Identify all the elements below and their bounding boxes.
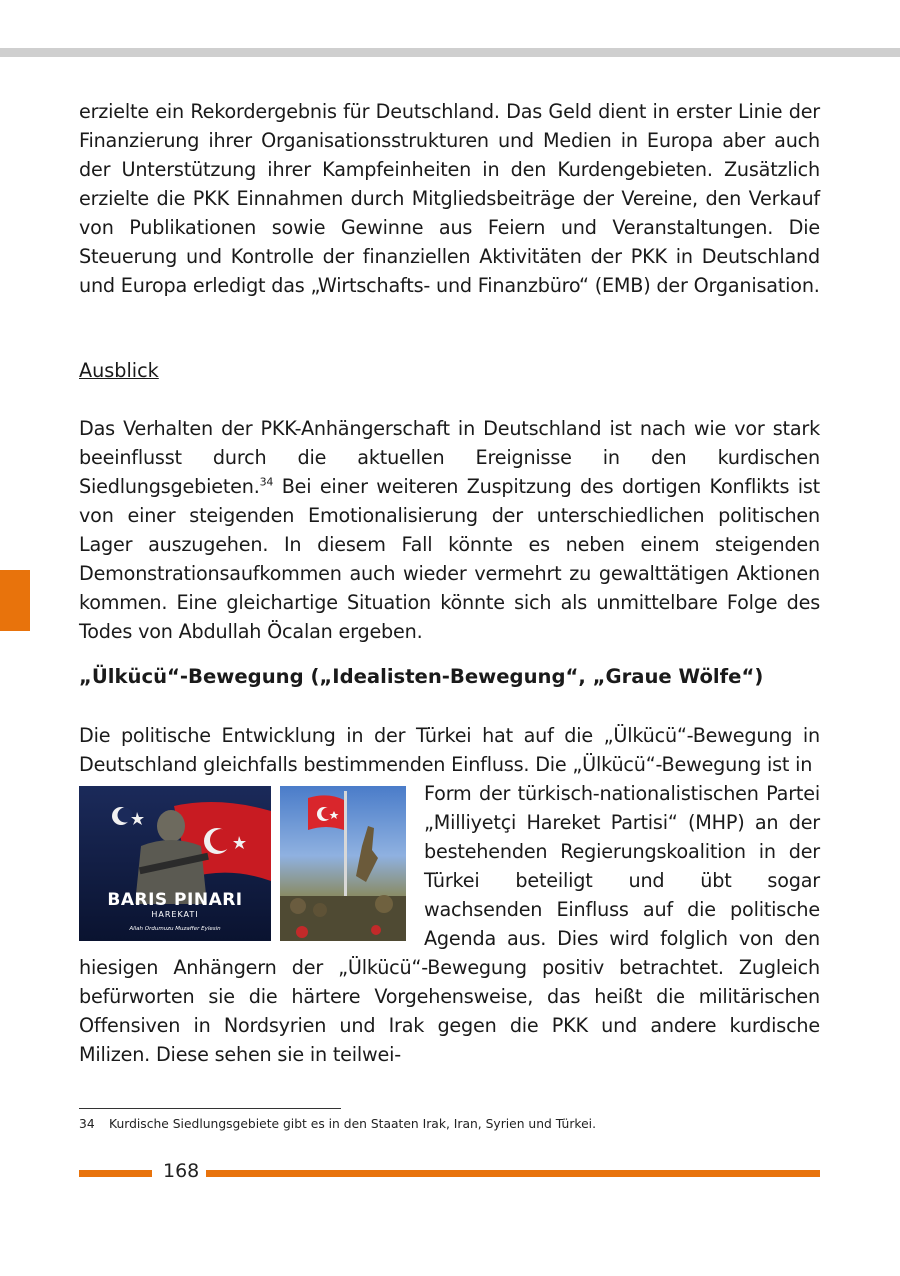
flag-photo-artwork [280, 786, 406, 941]
footer-bar-left [79, 1170, 152, 1177]
footnote [79, 1117, 596, 1131]
paragraph-ulkucu-continued: Form der türkisch-nationalistischen Partei „Milliyetçi Hareket Partisi“ (MHP) an der bestehenden Regierungskoalition in der Türkei beteiligt und übt sogar wachsenden Einfluss auf die politische Agenda aus. Dies wird folglich von den hiesigen Anhängern der „Ülkücü“-Bewegung positiv betrachtet. Zugleich befürworten sie die härtere Vorgehensweise, das heißt die militärischen Offensiven in Nordsyrien und Irak gegen die PKK und andere kurdische Milizen. Diese sehen sie in teilwei- [79, 782, 820, 1066]
paragraph-financing: erzielte ein Rekordergebnis für Deutschland. Das Geld dient in erster Linie der Finanzierung ihrer Organisationsstrukturen und Medien in Europa aber auch der Unterstützung ihrer Kampfeinheiten in den Kurdengebieten. Zusätzlich erzielte die PKK Einnahmen durch Mitgliedsbeiträge der Vereine, den Verkauf von Publikationen sowie Gewinne aus Feiern und Veranstaltungen. Die Steuerung und Kontrolle der finanziellen Aktivitäten der PKK in Deutschland und Europa erledigt das „Wirtschafts- und Finanzbüro“ (EMB) der Organisation. [79, 100, 820, 297]
top-rule [0, 48, 900, 57]
paragraph-ulkucu-intro: Die politische Entwicklung in der Türkei hat auf die „Ülkücü“-Bewegung in Deutschland gleichfalls bestimmenden Einfluss. Die „Ülkücü“-Bewegung ist in [79, 724, 820, 776]
paragraph-outlook-part1: Das Verhalten der PKK-Anhängerschaft in Deutschland ist nach wie vor stark beeinflusst durch die aktuellen Ereignisse in den kurdischen Siedlungsgebieten. [79, 417, 820, 498]
section-heading: „Ülkücü“-Bewegung („Idealisten-Bewegung“, „Graue Wölfe“) [79, 665, 764, 688]
page-number: 168 [163, 1160, 200, 1182]
poster-subtitle: HAREKATI [151, 910, 199, 919]
paragraph-ulkucu [79, 721, 820, 1069]
chapter-tab-marker [0, 570, 30, 631]
footer-bar-right [206, 1170, 820, 1177]
footnote-reference[interactable]: 34 [259, 475, 274, 489]
footnote-number: 34 [79, 1117, 95, 1131]
subheading-ausblick: Ausblick [79, 359, 159, 382]
poster-title: BARIS PINARI [107, 890, 243, 910]
image-group [79, 779, 424, 942]
flag-rally-photo-image [280, 786, 406, 941]
footnote-separator [79, 1108, 341, 1109]
footnote-text: Kurdische Siedlungsgebiete gibt es in den Staaten Irak, Iran, Syrien und Türkei. [109, 1117, 596, 1131]
paragraph-outlook-part2: Bei einer weiteren Zuspitzung des dortigen Konflikts ist von einer steigenden Emotionalisierung der unterschiedlichen politischen Lager auszugehen. In diesem Fall könnte es neben einem steigenden Demonstrationsaufkommen auch wieder vermehrt zu gewalttätigen Aktionen kommen. Eine gleichartige Situation könnte sich als unmittelbare Folge des Todes von Abdullah Öcalan ergeben. [79, 475, 820, 643]
poster-tagline: Allah Ordumuzu Muzaffer Eylesin [129, 926, 221, 932]
paragraph-outlook [79, 414, 820, 646]
baris-pinari-poster-image [79, 786, 271, 941]
